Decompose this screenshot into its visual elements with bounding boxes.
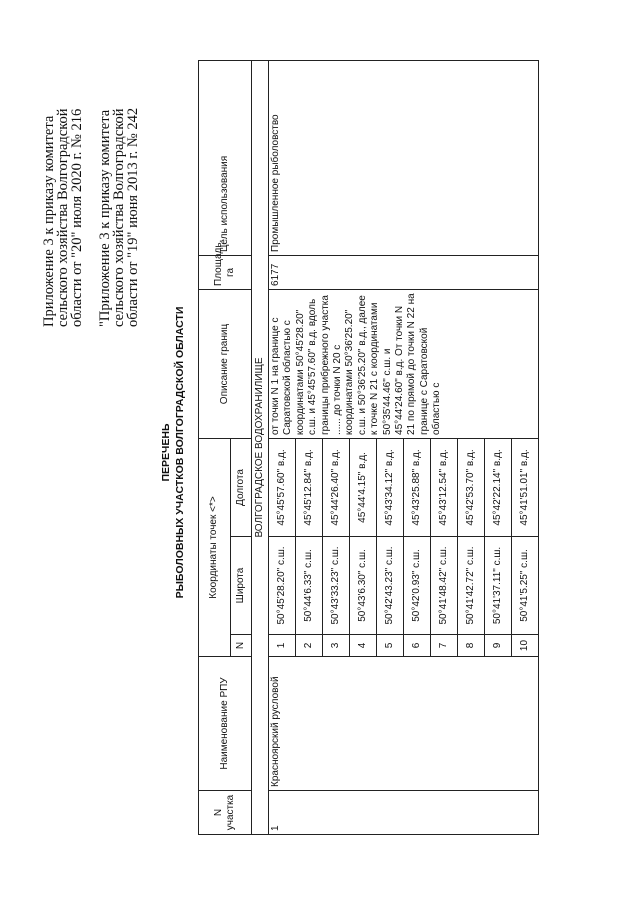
- table-row: [269, 60, 296, 834]
- appendix-note-previous: "Приложение 3 к приказу комитета сельского хозяйства Волгоградской области от "19" июня 2013 г. № 242: [97, 107, 141, 327]
- plot-area: 6177: [269, 255, 539, 289]
- point-latitude: 50°42'0.93" с.ш.: [404, 537, 431, 635]
- point-latitude: 50°44'6.33" с.ш.: [296, 537, 323, 635]
- header-plot-number: N участка: [199, 791, 252, 835]
- header-purpose: Цель использования: [199, 60, 252, 255]
- point-longitude: 45°44'4.15" в.д.: [350, 438, 377, 536]
- point-number: 1: [269, 635, 296, 657]
- point-latitude: 50°42'43.23" с.ш.: [377, 537, 404, 635]
- point-latitude: 50°41'42.72" с.ш.: [458, 537, 485, 635]
- header-description: Описание границ: [199, 289, 252, 438]
- document-title: [159, 0, 187, 905]
- plot-purpose: Промышленное рыболовство: [269, 60, 539, 255]
- point-latitude: 50°41'37.11" с.ш.: [485, 537, 512, 635]
- plot-number: 1: [269, 791, 539, 835]
- point-latitude: 50°43'6.30" с.ш.: [350, 537, 377, 635]
- header-longitude: Долгота: [231, 438, 252, 536]
- point-latitude: 50°43'33.23" с.ш.: [323, 537, 350, 635]
- point-number: 7: [431, 635, 458, 657]
- point-longitude: 45°45'12.84" в.д.: [296, 438, 323, 536]
- header-coordinates: Координаты точек <*>: [199, 438, 231, 656]
- header-point-number: N: [231, 635, 252, 657]
- title-line-2: РЫБОЛОВНЫХ УЧАСТКОВ ВОЛГОГРАДСКОЙ ОБЛАСТИ: [174, 306, 186, 599]
- section-title: ВОЛГОГРАДСКОЕ ВОДОХРАНИЛИЩЕ: [252, 60, 269, 834]
- fishing-plots-table: [198, 60, 539, 835]
- point-number: 9: [485, 635, 512, 657]
- point-latitude: 50°41'48.42" с.ш.: [431, 537, 458, 635]
- point-number: 4: [350, 635, 377, 657]
- section-row: [252, 60, 269, 834]
- point-latitude: 50°45'28.20" с.ш.: [269, 537, 296, 635]
- point-number: 3: [323, 635, 350, 657]
- point-longitude: 45°43'25.88" в.д.: [404, 438, 431, 536]
- point-longitude: 45°41'51.01" в.д.: [512, 438, 539, 536]
- header-row: [199, 60, 231, 834]
- point-number: 8: [458, 635, 485, 657]
- points-body: [269, 60, 539, 834]
- point-number: 10: [512, 635, 539, 657]
- point-number: 5: [377, 635, 404, 657]
- point-longitude: 45°44'26.40" в.д.: [323, 438, 350, 536]
- title-line-1: ПЕРЕЧЕНЬ: [160, 423, 172, 482]
- header-latitude: Широта: [231, 537, 252, 635]
- header-plot-name: Наименование РПУ: [199, 657, 252, 791]
- appendix-note-current: Приложение 3 к приказу комитета сельского хозяйства Волгоградской области от "20" июля 2020 г. № 216: [41, 108, 85, 327]
- header-area: Площадь, га: [199, 255, 252, 289]
- point-number: 2: [296, 635, 323, 657]
- boundary-description: от точки N 1 на границе с Саратовской областью с координатами 50°45'28.20" с.ш. и 45°45'57.60" в.д. вдоль границы прибрежного участка ...... до точки N 20 с координатами 50°36'25.20" с.ш. и 50°36'25.20" в.д., далее к точке N 21 с координатами 50°35'44.46" с.ш. и 45°44'24.60" в.д. От точки N 21 по прямой до точки N 22 на границе с Саратовской областью с: [269, 289, 539, 438]
- plot-name: Красноярский русловой: [269, 657, 539, 791]
- point-latitude: 50°41'5.25" с.ш.: [512, 537, 539, 635]
- point-longitude: 45°42'53.70" в.д.: [458, 438, 485, 536]
- point-longitude: 45°45'57.60" в.д.: [269, 438, 296, 536]
- point-number: 6: [404, 635, 431, 657]
- point-longitude: 45°43'12.54" в.д.: [431, 438, 458, 536]
- point-longitude: 45°43'34.12" в.д.: [377, 438, 404, 536]
- point-longitude: 45°42'22.14" в.д.: [485, 438, 512, 536]
